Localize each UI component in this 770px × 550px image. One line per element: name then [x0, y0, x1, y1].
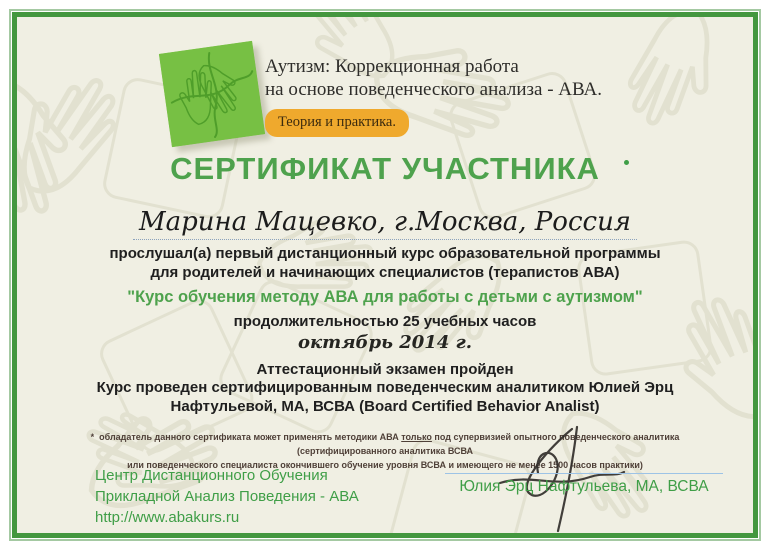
- hands-logo-icon: [159, 41, 265, 147]
- conducted-by-line2: Нафтульевой, МА, ВСВА (Board Certified Behavior Analist): [170, 398, 600, 415]
- body-line2: для родителей и начинающих специалистов (терапистов АВА): [150, 264, 620, 281]
- certificate-content: [17, 17, 753, 533]
- outer-frame: [9, 9, 761, 541]
- theory-practice-badge: Теория и практика.: [265, 109, 409, 137]
- certificate-title: СЕРТИФИКАТ УЧАСТНИКА: [170, 151, 600, 186]
- inner-frame: [12, 12, 758, 538]
- exam-status: Аттестационный экзамен пройден: [256, 361, 514, 378]
- footnote-line1-pre: обладатель данного сертификата может применять методики АВА: [99, 432, 402, 442]
- signer-name: Юлия Эрц Нафтульева, МА, ВСВА: [459, 478, 709, 495]
- course-duration: продолжительностью 25 учебных часов: [233, 313, 537, 330]
- header-title-line1: Аутизм: Коррекционная работа: [265, 56, 519, 77]
- org-url: http://www.abakurs.ru: [95, 509, 240, 526]
- course-date: октябрь 2014 г.: [297, 332, 473, 353]
- footnote-line2: или поведенческого специалиста окончившего обучение уровня ВСВА и имеющего не менее 1500 часов практики): [127, 460, 643, 470]
- title-footnote-marker-icon: [624, 160, 629, 165]
- name-underline-rule: [133, 239, 637, 240]
- course-title: "Курс обучения методу АВА для работы с детьми с аутизмом": [127, 288, 643, 306]
- footnote-marker: *: [90, 432, 95, 442]
- header-title: [265, 55, 602, 137]
- org-name-line1: Центр Дистанционного Обучения: [95, 467, 328, 484]
- organization-block: [95, 465, 359, 528]
- org-name-line2: Прикладной Анализ Поведения - АВА: [95, 488, 359, 505]
- header-title-line2: на основе поведенческого анализа - АВА.: [265, 79, 602, 100]
- body-line1: прослушал(а) первый дистанционный курс образовательной программы: [109, 245, 661, 262]
- footnote-underlined-word: только: [401, 432, 432, 442]
- signature-rule: [445, 473, 723, 474]
- conducted-by-line1: Курс проведен сертифицированным поведенческим аналитиком Юлией Эрц: [96, 379, 674, 396]
- recipient-name: Марина Мацевко, г.Москва, Россия: [138, 207, 632, 237]
- footnote-line1-post: под супервизией опытного поведенческого аналитика (сертифицированного аналитика ВСВА: [296, 432, 680, 456]
